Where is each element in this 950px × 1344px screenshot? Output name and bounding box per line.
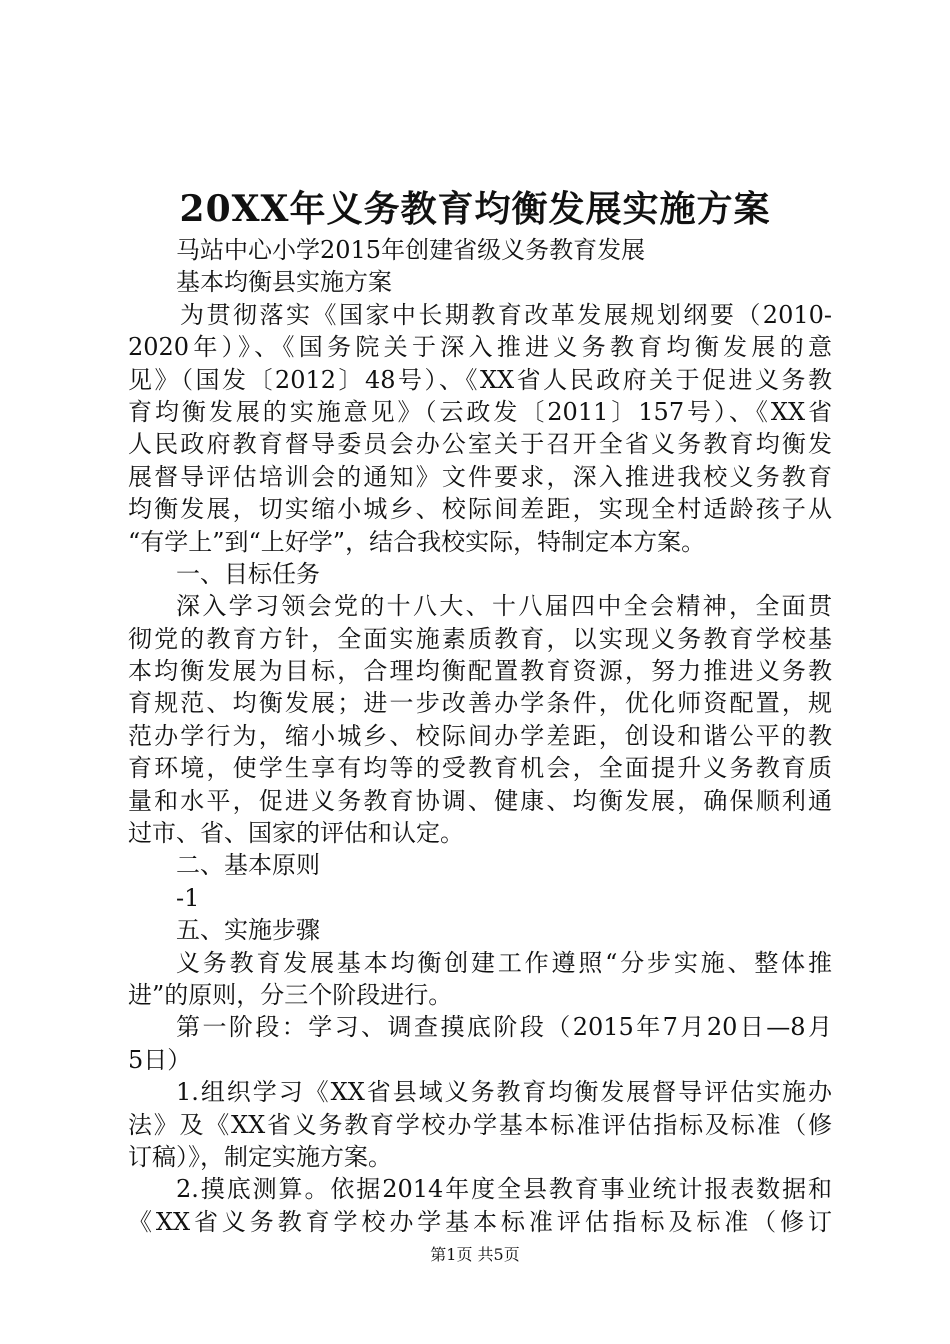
paragraph-line: 本均衡发展为目标，合理均衡配置教育资源，努力推进义务教 [128, 657, 832, 686]
subtitle-line-1: 马站中心小学2015年创建省级义务教育发展 [176, 236, 646, 264]
paragraph-line: 深入学习领会党的十八大、十八届四中全会精神，全面贯 [176, 592, 832, 621]
paragraph-line: 法》及《XX省义务教育学校办学基本标准评估指标及标准（修 [128, 1110, 832, 1139]
paragraph-line: 义务教育发展基本均衡创建工作遵照“分步实施、整体推 [176, 948, 832, 977]
paragraph-line: 2.摸底测算。依据2014年度全县教育事业统计报表数据和 [176, 1175, 832, 1204]
paragraph-line: 第一阶段：学习、调查摸底阶段（2015年7月20日—8月 [176, 1013, 832, 1042]
paragraph-line: 育环境，使学生享有均等的受教育机会，全面提升义务教育质 [128, 754, 832, 783]
subtitle-line-2: 基本均衡县实施方案 [176, 268, 392, 297]
page-marker: -1 [176, 883, 200, 912]
paragraph-line: 量和水平，促进义务教育协调、健康、均衡发展，确保顺利通 [128, 786, 832, 815]
paragraph-line: “有学上”到“上好学”，结合我校实际，特制定本方案。 [128, 527, 706, 556]
paragraph-line: 见》（国发〔2012〕48号）、《XX省人民政府关于促进义务教 [128, 365, 832, 394]
paragraph-line: 均衡发展，切实缩小城乡、校际间差距，实现全村适龄孩子从 [128, 495, 832, 524]
paragraph-line: 2020年）》、《国务院关于深入推进义务教育均衡发展的意 [128, 333, 832, 362]
page-footer: 第1页 共5页 [430, 1245, 520, 1264]
paragraph-line: 订稿）》，制定实施方案。 [128, 1142, 392, 1171]
document-title: 20XX年义务教育均衡发展实施方案 [179, 188, 771, 230]
document-body [128, 234, 832, 1238]
paragraph-line: 过市、省、国家的评估和认定。 [128, 819, 464, 848]
paragraph-line: 范办学行为，缩小城乡、校际间办学差距，创设和谐公平的教 [128, 721, 832, 750]
paragraph-line: 育规范、均衡发展；进一步改善办学条件，优化师资配置，规 [128, 689, 832, 718]
section-heading: 二、基本原则 [176, 851, 320, 880]
section-heading: 五、实施步骤 [176, 916, 320, 945]
paragraph-line: 为贯彻落实《国家中长期教育改革发展规划纲要（2010- [180, 300, 832, 329]
paragraph-line: 《XX省义务教育学校办学基本标准评估指标及标准（修订 [128, 1207, 832, 1236]
paragraph-line: 育均衡发展的实施意见》（云政发〔2011〕157号）、《XX省 [128, 397, 832, 426]
section-heading: 一、目标任务 [176, 559, 320, 588]
paragraph-line: 进”的原则，分三个阶段进行。 [128, 980, 453, 1009]
paragraph-line: 展督导评估培训会的通知》文件要求，深入推进我校义务教育 [128, 462, 832, 491]
paragraph-line: 彻党的教育方针，全面实施素质教育，以实现义务教育学校基 [128, 624, 832, 653]
paragraph-line: 5日） [128, 1045, 192, 1074]
paragraph-line: 1.组织学习《XX省县域义务教育均衡发展督导评估实施办 [176, 1078, 832, 1107]
paragraph-line: 人民政府教育督导委员会办公室关于召开全省义务教育均衡发 [128, 430, 832, 459]
